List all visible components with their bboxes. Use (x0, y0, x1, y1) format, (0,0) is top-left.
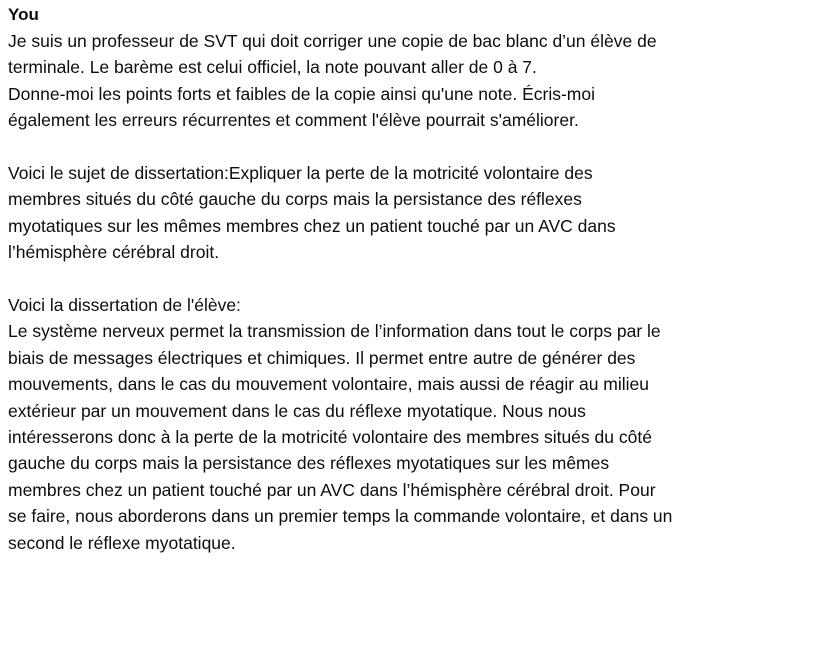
message-line: Voici le sujet de dissertation:Expliquer la perte de la motricité volontaire des (8, 163, 593, 184)
message-paragraph-essay (8, 292, 805, 556)
message-paragraph-request (8, 28, 805, 134)
message-line: terminale. Le barème est celui officiel, la note pouvant aller de 0 à 7. (8, 57, 537, 78)
paragraph-spacer (8, 266, 805, 292)
message-line: gauche du corps mais la persistance des réflexes myotatiques sur les mêmes (8, 453, 610, 474)
message-line: membres situés du côté gauche du corps mais la persistance des réflexes (8, 189, 582, 210)
message-line: mouvements, dans le cas du mouvement volontaire, mais aussi de réagir au milieu (8, 374, 650, 395)
message-author: You (8, 5, 39, 24)
message-line: Le système nerveux permet la transmission de l’information dans tout le corps par le (8, 321, 661, 342)
message-line: intéresserons donc à la perte de la motricité volontaire des membres situés du côté (8, 427, 652, 448)
message-line: également les erreurs récurrentes et comment l'élève pourrait s'améliorer. (8, 110, 579, 131)
message-line: se faire, nous aborderons dans un premier temps la commande volontaire, et dans un (8, 506, 673, 527)
message-line: membres chez un patient touché par un AVC dans l’hémisphère cérébral droit. Pour (8, 479, 656, 500)
message-line: Voici la dissertation de l'élève: (8, 295, 241, 316)
message-paragraph-subject (8, 160, 805, 266)
message-line: extérieur par un mouvement dans le cas du réflexe myotatique. Nous nous (8, 400, 586, 421)
message-line: Donne-moi les points forts et faibles de la copie ainsi qu'une note. Écris-moi (8, 83, 595, 104)
message-line: biais de messages électriques et chimiques. Il permet entre autre de générer des (8, 347, 636, 368)
message-line: myotatiques sur les mêmes membres chez un patient touché par un AVC dans (8, 215, 616, 236)
paragraph-spacer (8, 134, 805, 160)
message-line: second le réflexe myotatique. (8, 532, 236, 553)
message-line: l’hémisphère cérébral droit. (8, 242, 220, 263)
message-line: Je suis un professeur de SVT qui doit corriger une copie de bac blanc d’un élève de (8, 31, 657, 51)
